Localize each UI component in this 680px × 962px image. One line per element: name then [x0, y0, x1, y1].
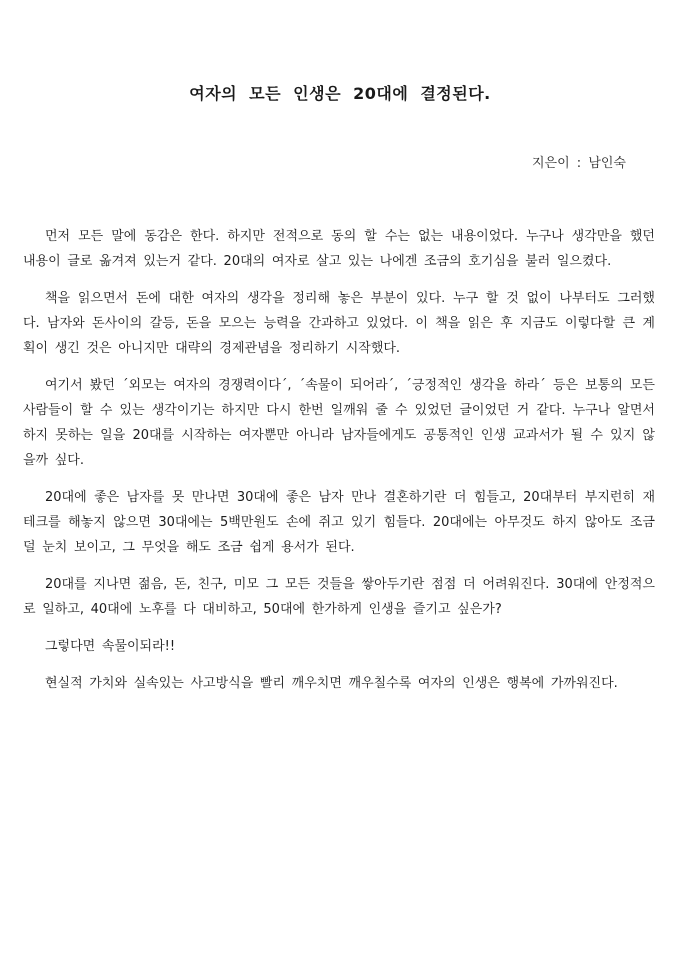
paragraph-5: 20대를 지나면 젊음, 돈, 친구, 미모 그 모든 것들을 쌓아두기란 점점 더 어려워진다. 30대에 안정적으로 일하고, 40대에 노후를 다 대비하고, 50대에 한가하게 인생을 즐기고 싶은가?: [23, 577, 655, 617]
document-title: 여자의 모든 인생은 20대에 결정된다.: [189, 84, 491, 103]
author-line: 지은이 : 남인숙: [532, 156, 626, 171]
paragraph-1: 먼저 모든 말에 동감은 한다. 하지만 전적으로 동의 할 수는 없는 내용이었다. 누구나 생각만을 했던 내용이 글로 옮겨져 있는거 같다. 20대의 여자로 살고 있는 나에겐 조금의 호기심을 불러 일으켰다.: [23, 229, 655, 269]
document-body: [0, 224, 680, 696]
paragraph-2: 책을 읽으면서 돈에 대한 여자의 생각을 정리해 놓은 부분이 있다. 누구 할 것 없이 나부터도 그러했다. 남자와 돈사이의 갈등, 돈을 모으는 능력을 간과하고 있었다. 이 책을 읽은 후 지금도 이렇다할 큰 계획이 생긴 것은 아니지만 대략의 경제관념을 정리하기 시작했다.: [23, 291, 655, 356]
paragraph-7: 현실적 가치와 실속있는 사고방식을 빨리 깨우치면 깨우칠수록 여자의 인생은 행복에 가까워진다.: [45, 676, 618, 691]
paragraph-3: 여기서 봤던 ´외모는 여자의 경쟁력이다´, ´속물이 되어라´, ´긍정적인 생각을 하라´ 등은 보통의 모든 사람들이 할 수 있는 생각이기는 하지만 다시 한번 일깨워 줄 수 있었던 글이었던 거 같다. 누구나 알면서 하지 못하는 일을 20대를 시작하는 여자뿐만 아니라 남자들에게도 공통적인 인생 교과서가 될 수 있지 않을까 싶다.: [23, 378, 655, 468]
paragraph-4: 20대에 좋은 남자를 못 만나면 30대에 좋은 남자 만나 결혼하기란 더 힘들고, 20대부터 부지런히 재테크를 해놓지 않으면 30대에는 5백만원도 손에 쥐고 있기 힘들다. 20대에는 아무것도 하지 않아도 조금 덜 눈치 보이고, 그 무엇을 해도 조금 쉽게 용서가 된다.: [23, 490, 655, 555]
paragraph-6: 그렇다면 속물이되라!!: [45, 639, 176, 654]
